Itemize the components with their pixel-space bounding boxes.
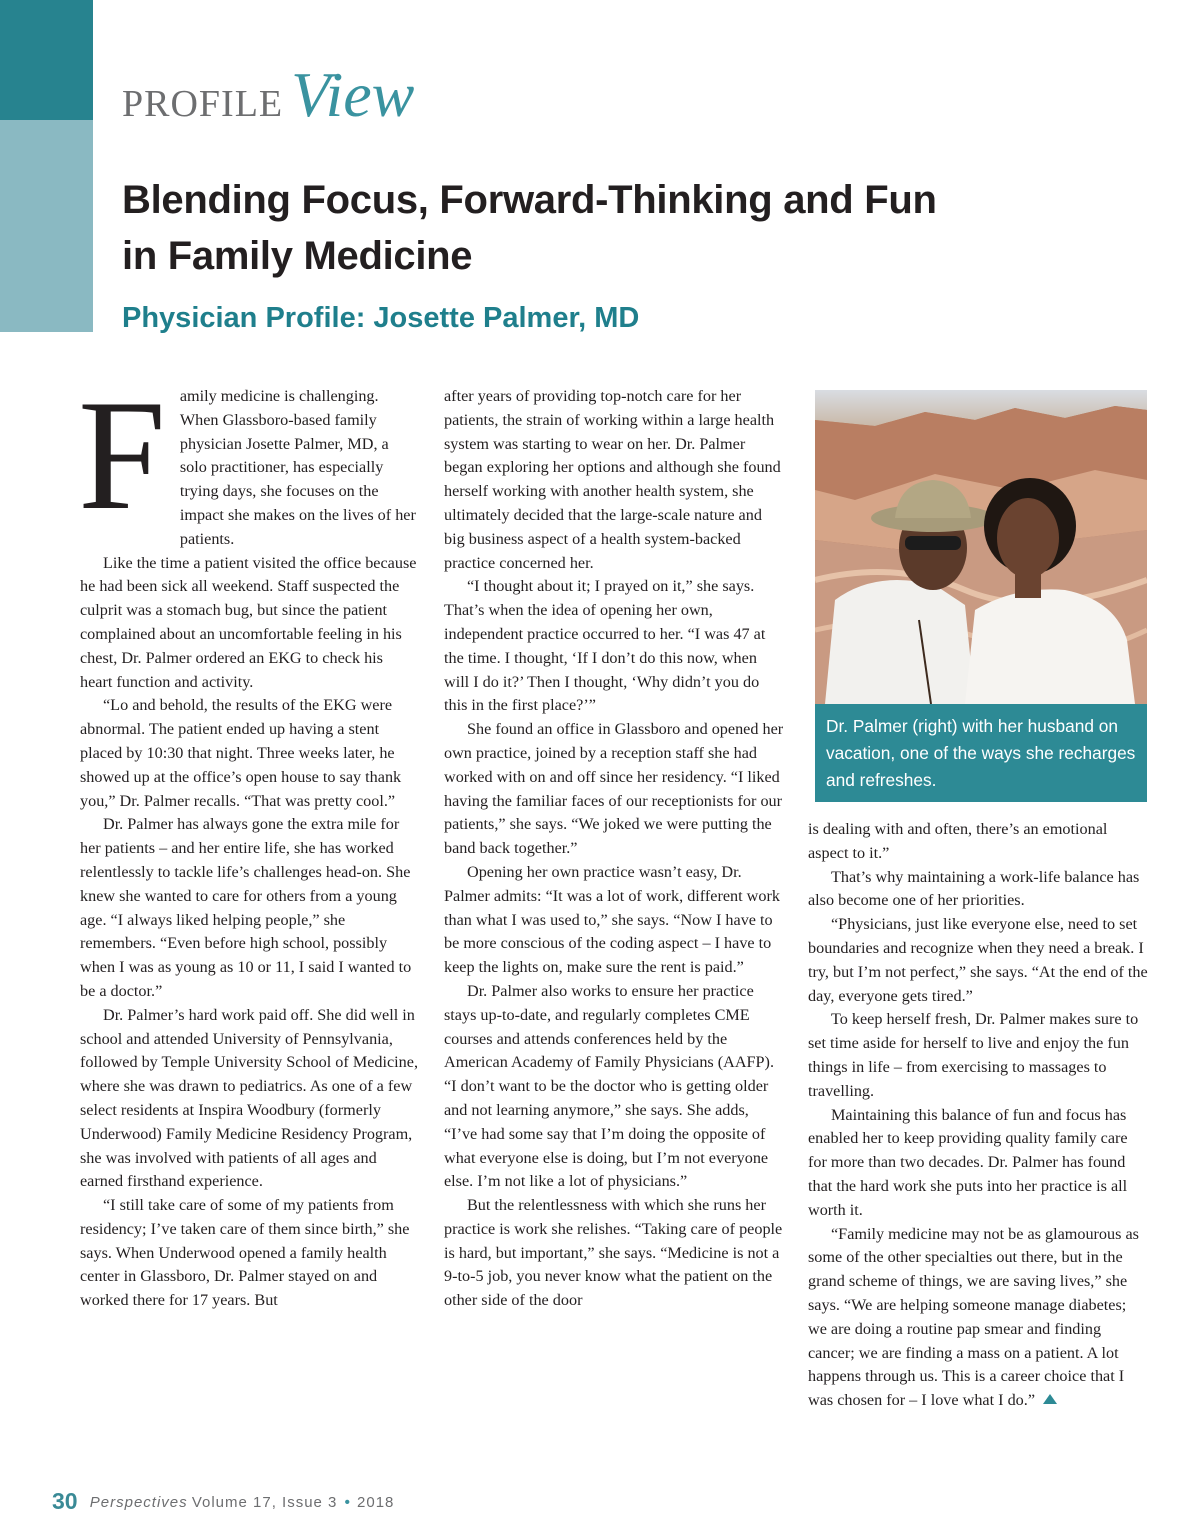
paragraph: after years of providing top-notch care for her patients, the strain of working within a large health system was starting to wear on her. Dr. Palmer began exploring her options and although she found herself working with another health system, she ultimately decided that the large-scale nature and big business aspect of a health system-backed practice concerned her. <box>444 387 781 572</box>
paragraph: amily medicine is challenging. When Glassboro-based family physician Josette Palmer, MD, a solo practitioner, has especially trying days, she focuses on the impact she makes on the lives of her patients. <box>179 387 416 548</box>
article-column-1 <box>78 368 418 1313</box>
accent-bar-top <box>0 0 93 120</box>
paragraph: Dr. Palmer has always gone the extra mile for her patients – and her entire life, she has worked relentlessly to tackle life’s challenges head-on. She knew she wanted to care for others from a young age. “I always liked helping people,” she remembers. “Even before high school, possibly when I was as young as 10 or 11, I said I wanted to be a doctor.” <box>80 815 412 1000</box>
photo-caption: Dr. Palmer (right) with her husband on vacation, one of the ways she recharges and refreshes. <box>815 704 1147 802</box>
section-title <box>122 58 414 132</box>
article-subhead: Physician Profile: Josette Palmer, MD <box>122 302 640 334</box>
article-column-2 <box>444 385 786 1313</box>
paragraph: Opening her own practice wasn’t easy, Dr. Palmer admits: “It was a lot of work, different work than what I was used to,” she says. “Now I have to be more conscious of the coding aspect – I have to keep the lights on, make sure the rent is paid.” <box>444 862 780 977</box>
closing-text: “Family medicine may not be as glamourous as some of the other specialties out there, but in the grand scheme of things, we are saving lives,” she says. “We are helping someone manage diabetes; we are doing a routine pap smear and finding cancer; we are finding a mass on a patient. A lot happens through us. This is a career choice that I was chosen for – I love what I do.” <box>808 1224 1139 1410</box>
article-column-3 <box>808 818 1148 1413</box>
paragraph: But the relentlessness with which she runs her practice is work she relishes. “Taking care of people is hard, but important,” she says. “Medicine is not a 9-to-5 job, you never know what the patient on the other side of the door <box>444 1196 783 1310</box>
section-title-profile: PROFILE <box>122 83 284 125</box>
section-title-view: View <box>291 59 415 130</box>
paragraph: To keep herself fresh, Dr. Palmer makes sure to set time aside for herself to live and enjoy the fun things in life – from exercising to massages to travelling. <box>808 1010 1139 1100</box>
paragraph: “Lo and behold, the results of the EKG were abnormal. The patient ended up having a stent placed by 10:30 that night. Three weeks later, he showed up at the office’s open house to say thank you,” Dr. Palmer recalls. “That was pretty cool.” <box>80 696 402 810</box>
drop-cap: F <box>78 368 166 543</box>
paragraph: is dealing with and often, there’s an emotional aspect to it.” <box>808 820 1108 862</box>
accent-bar-bottom <box>0 120 93 332</box>
paragraph: That’s why maintaining a work-life balance has also become one of her priorities. <box>808 867 1140 910</box>
paragraph: Like the time a patient visited the office because he had been sick all weekend. Staff suspected the culprit was a stomach bug, but since the patient complained about an uncomfortable feeling in his chest, Dr. Palmer ordered an EKG to check his heart function and activity. <box>80 553 417 691</box>
end-mark-icon <box>1043 1394 1057 1404</box>
article-headline: Blending Focus, Forward-Thinking and Fun in Family Medicine <box>122 178 937 278</box>
footer-separator: • <box>344 1494 350 1511</box>
paragraph: “I thought about it; I prayed on it,” she says. That’s when the idea of opening her own, independent practice occurred to her. “I was 47 at the time. I thought, ‘If I don’t do this now, when will I do it?’ Then I thought, ‘Why didn’t you do this in the first place?’” <box>444 577 766 715</box>
paragraph-last <box>808 1223 1148 1413</box>
paragraph: Dr. Palmer’s hard work paid off. She did well in school and attended University of Pennsylvania, followed by Temple University School of Medicine, where she was drawn to pediatrics. As one of a few select residents at Inspira Woodbury (formerly Underwood) Family Medicine Residency Program, she was involved with patients of all ages and earned firsthand experience. <box>80 1005 418 1191</box>
page-footer <box>52 1488 394 1515</box>
volume-issue: Volume 17, Issue 3 <box>191 1494 338 1511</box>
paragraph: “Physicians, just like everyone else, need to set boundaries and recognize when they need a break. I try, but I’m not perfect,” she says. “At the end of the day, everyone gets tired.” <box>808 915 1148 1005</box>
paragraph: Maintaining this balance of fun and focus has enabled her to keep providing quality family care for more than two decades. Dr. Palmer has found that the hard work she puts into her practice is all worth it. <box>808 1105 1128 1219</box>
paragraph: “I still take care of some of my patients from residency; I’ve taken care of them since birth,” she says. When Underwood opened a family health center in Glassboro, Dr. Palmer stayed on and worked there for 17 years. But <box>80 1196 410 1310</box>
couple-photo <box>815 390 1147 704</box>
paragraph: Dr. Palmer also works to ensure her practice stays up-to-date, and regularly completes CME courses and attends conferences held by the American Academy of Family Physicians (AAFP). “I don’t want to be the doctor who is getting older and not learning anymore,” she says. She adds, “I’ve had some say that I’m doing the opposite of what everyone else is doing, but I’m not everyone else. I’m not like a lot of physicians.” <box>444 981 774 1191</box>
publication-name: Perspectives <box>89 1494 188 1511</box>
paragraph: She found an office in Glassboro and opened her own practice, joined by a reception staff she had worked with on and off since her residency. “I liked having the familiar faces of our receptionists for our patients,” she says. “We joked we were putting the band back together.” <box>444 720 784 858</box>
publication-year: 2018 <box>357 1494 395 1511</box>
page-number: 30 <box>52 1488 78 1514</box>
